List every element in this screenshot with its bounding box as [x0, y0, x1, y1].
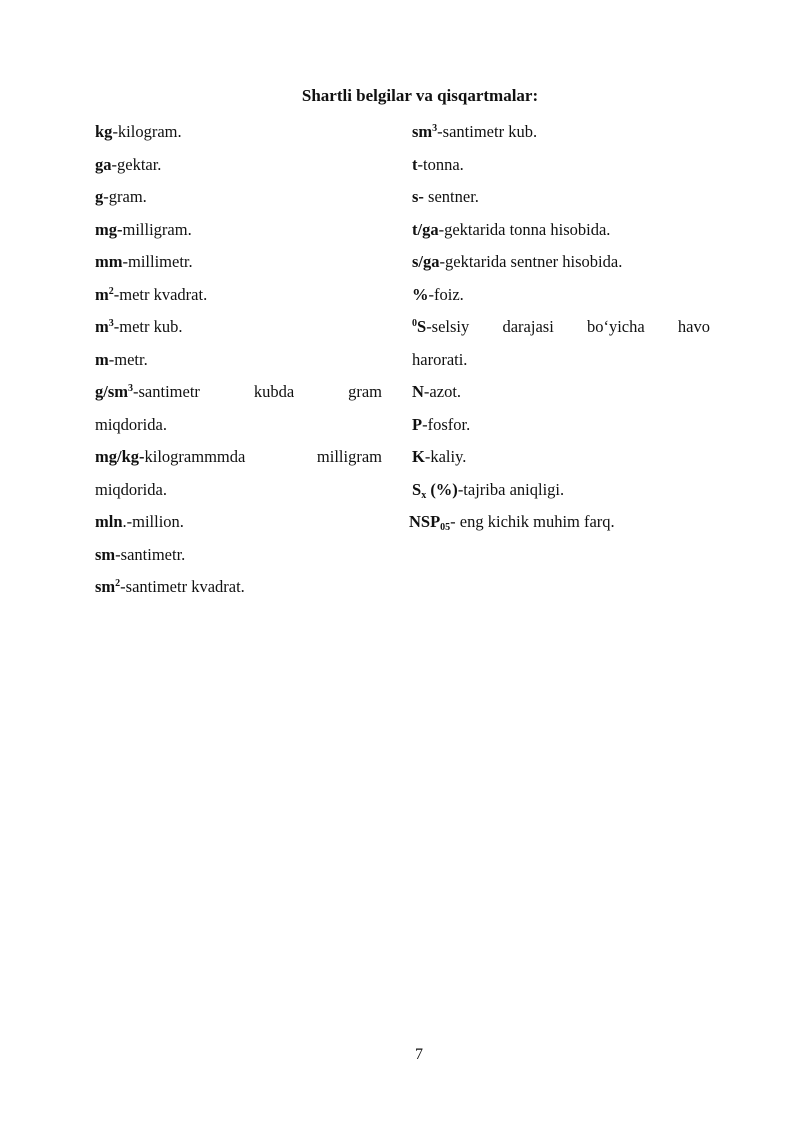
definition-word — [95, 448, 245, 481]
list-item — [95, 546, 382, 579]
abbreviation: t — [412, 154, 418, 174]
superscript: 3 — [108, 318, 114, 329]
abbreviation: m — [95, 284, 109, 304]
list-item — [95, 286, 382, 319]
abbreviation: S — [412, 479, 422, 499]
definition: -santimetr kub. — [437, 122, 538, 141]
definition: .-million. — [122, 512, 184, 531]
list-item — [412, 156, 710, 189]
list-item — [95, 351, 382, 384]
definition: -tajriba aniqligi. — [457, 479, 565, 499]
definition: -azot. — [423, 382, 462, 401]
definition: -gektarida sentner hisobida. — [439, 252, 623, 271]
page-title: Shartli belgilar va qisqartmalar: — [301, 86, 539, 105]
definition: sentner. — [423, 187, 479, 206]
list-item — [95, 253, 382, 286]
definition-word: bo‘yicha — [586, 317, 645, 336]
definition: -santimetr — [133, 382, 200, 401]
list-item — [412, 448, 710, 481]
list-item — [95, 318, 382, 351]
abbreviation: kg — [95, 122, 113, 141]
abbreviation: ga — [95, 154, 112, 174]
list-item — [412, 383, 710, 416]
subscript: x — [421, 489, 427, 501]
list-item-continuation: miqdorida. — [95, 414, 167, 434]
subscript: 05 — [440, 522, 451, 533]
list-item — [95, 188, 382, 221]
definition: -santimetr. — [115, 544, 186, 564]
definition: -selsiy — [426, 317, 470, 336]
definition: -millimetr. — [122, 252, 193, 271]
abbreviation: mg- — [95, 219, 123, 239]
definition: -gektar. — [111, 154, 162, 174]
list-item — [409, 513, 710, 546]
page-number: 7 — [415, 1046, 423, 1063]
definition: -kilogram. — [112, 122, 182, 141]
abbreviation: t/ga — [412, 219, 439, 239]
definition: -kaliy. — [424, 447, 467, 466]
list-item — [412, 318, 710, 351]
list-item — [412, 286, 710, 319]
abbreviation: P — [412, 414, 423, 434]
definition: milligram. — [122, 219, 192, 239]
list-item-continuation: miqdorida. — [95, 479, 167, 499]
right-column — [409, 122, 710, 546]
definition-word: darajasi — [502, 317, 554, 336]
abbreviation: S — [417, 317, 427, 336]
list-item — [412, 221, 710, 254]
abbreviation-suffix: (%) — [426, 479, 458, 499]
definition-word: gram — [348, 382, 382, 401]
list-item — [95, 448, 382, 481]
definition: -metr kvadrat. — [113, 284, 208, 304]
list-item — [412, 188, 710, 221]
abbreviation: sm — [95, 577, 116, 596]
abbreviation: s/ga — [412, 252, 440, 271]
abbreviation: sm — [95, 544, 116, 564]
definition: -gektarida tonna hisobida. — [438, 219, 611, 239]
abbreviation: % — [412, 284, 429, 304]
definition: -foiz. — [428, 284, 464, 304]
list-item — [95, 123, 382, 156]
left-column — [95, 123, 382, 611]
definition-word — [412, 318, 469, 351]
superscript: 3 — [432, 123, 438, 134]
abbreviation: mm — [95, 252, 123, 271]
list-item — [412, 253, 710, 286]
abbreviation: s- — [412, 187, 424, 206]
definition: -gram. — [103, 187, 147, 206]
abbreviation: mln — [95, 512, 123, 531]
superscript: 2 — [108, 285, 114, 297]
definition-word: havo — [677, 317, 710, 336]
list-item — [95, 578, 382, 611]
definition: -santimetr kvadrat. — [120, 577, 245, 596]
abbreviation: sm — [412, 122, 433, 141]
abbreviation: g — [95, 187, 104, 206]
abbreviation: mg/kg- — [95, 447, 145, 466]
definition: -metr kub. — [113, 317, 183, 336]
definition-word: kubda — [253, 382, 295, 401]
superscript: 3 — [128, 383, 133, 394]
definition: -fosfor. — [422, 414, 471, 434]
list-item-continuation: harorati. — [412, 349, 468, 369]
list-item — [412, 481, 710, 514]
definition: - eng kichik muhim farq. — [450, 512, 615, 531]
definition: -metr. — [108, 349, 148, 369]
superscript: 0 — [412, 318, 417, 329]
abbreviation: N — [412, 382, 424, 401]
abbreviation: K — [412, 447, 425, 466]
list-item — [95, 383, 382, 416]
list-item — [412, 123, 710, 156]
list-item — [95, 156, 382, 189]
abbreviation: NSP — [409, 512, 441, 531]
list-item — [412, 416, 710, 449]
abbreviation: g/sm — [95, 382, 128, 401]
definition: kilogrammmda — [144, 447, 246, 466]
abbreviation: m — [95, 349, 109, 369]
definition-word — [95, 383, 200, 416]
definition: -tonna. — [417, 154, 464, 174]
list-item — [95, 221, 382, 254]
list-item — [95, 513, 382, 546]
superscript: 2 — [115, 578, 121, 589]
abbreviation: m — [95, 317, 109, 336]
definition-word: milligram — [316, 447, 382, 466]
